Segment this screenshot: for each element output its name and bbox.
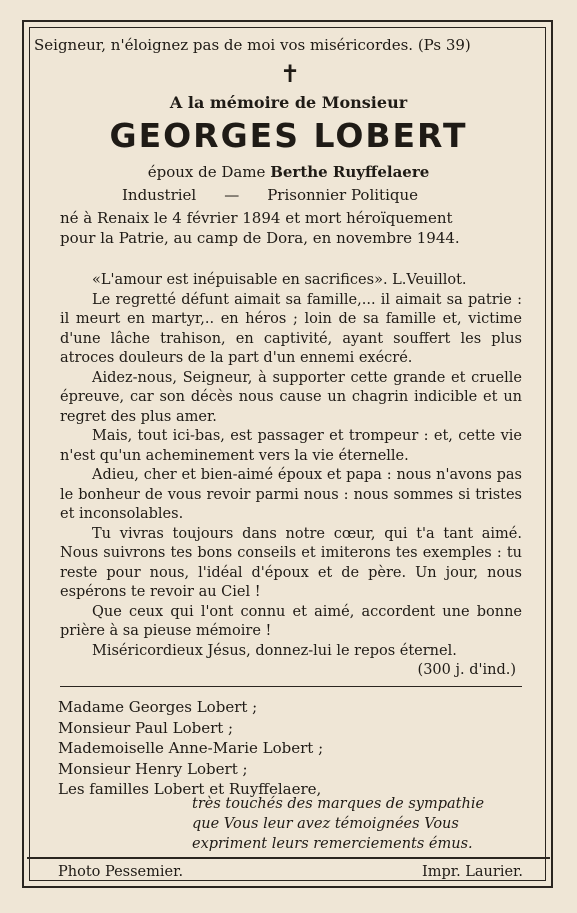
indulgence: (300 j. d'ind.): [417, 662, 516, 678]
family-member: Madame Georges Lobert ;: [58, 698, 258, 716]
cross-icon: ✝: [280, 60, 301, 88]
spouse-prefix: époux de Dame: [147, 163, 271, 181]
spouse-name: Berthe Ruyffelaere: [270, 163, 430, 181]
family-member: Monsieur Paul Lobert ;: [58, 718, 234, 737]
thanks-line: expriment leurs remerciements émus.: [192, 836, 473, 852]
thanks-text: [192, 794, 484, 854]
psalm-line: Seigneur, n'éloignez pas de moi vos miséricordes. (Ps 39): [34, 36, 471, 54]
role-prisoner: Prisonnier Politique: [267, 186, 419, 204]
thanks-line: que Vous leur avez témoignées Vous: [192, 816, 459, 832]
spouse-line: [0, 163, 577, 181]
paragraph: Mais, tout ici-bas, est passager et trompeur : et, cette vie n'est qu'un acheminement vers la vie éternelle.: [60, 428, 522, 464]
quote: «L'amour est inépuisable en sacrifices». L.Veuillot.: [92, 272, 467, 288]
thanks-line: très touchés des marques de sympathie: [192, 796, 485, 812]
paragraph: Que ceux qui l'ont connu et aimé, accordent une bonne prière à sa pieuse mémoire !: [60, 603, 522, 639]
family-member: Mademoiselle Anne-Marie Lobert ;: [58, 739, 324, 757]
paragraph: Adieu, cher et bien-aimé époux et papa : nous n'avons pas le bonheur de vous revoir parmi nous : nous sommes si tristes et inconsolables.: [60, 467, 522, 522]
divider: [60, 686, 522, 687]
footer-divider: [27, 857, 550, 859]
paragraph: Tu vivras toujours dans notre cœur, qui t'a tant aimé. Nous suivrons tes bons conseils et imiterons tes exemples : tu reste pour nous, l'idéal d'époux et de père. Un jour, nous espérons te revoir au Ciel !: [60, 525, 522, 600]
role-industrial: Industriel: [122, 186, 197, 204]
photo-credit: Photo Pessemier.: [58, 864, 184, 880]
memory-heading: A la mémoire de Monsieur: [169, 93, 408, 112]
paragraph: Aidez-nous, Seigneur, à supporter cette grande et cruelle épreuve, car son décès nous cause un chagrin indicible et un regret des plus amer.: [60, 369, 522, 425]
roles-line: [122, 186, 418, 204]
memorial-text: [60, 271, 522, 681]
life-line: pour la Patrie, au camp de Dora, en novembre 1944.: [60, 229, 460, 247]
deceased-name: GEORGES LOBERT: [109, 116, 468, 155]
life-dates: [60, 208, 522, 248]
life-line: né à Renaix le 4 février 1894 et mort héroïquement: [60, 209, 453, 227]
paragraph: Le regretté défunt aimait sa famille,... il aimait sa patrie : il meurt en martyr,.. en héros ; loin de sa famille et, victime d'une lâche trahison, en captivité, ayant souffert les plus atroces douleurs de la part d'un ennemi exécré.: [60, 291, 522, 366]
family-list: [58, 697, 323, 800]
prayer: Miséricordieux Jésus, donnez-lui le repos éternel.: [92, 642, 457, 659]
role-dash: —: [224, 186, 240, 204]
printer-credit: Impr. Laurier.: [421, 864, 523, 880]
family-member: Monsieur Henry Lobert ;: [58, 759, 248, 778]
family-member: Les familles Lobert et Ruyffelaere,: [58, 780, 322, 798]
